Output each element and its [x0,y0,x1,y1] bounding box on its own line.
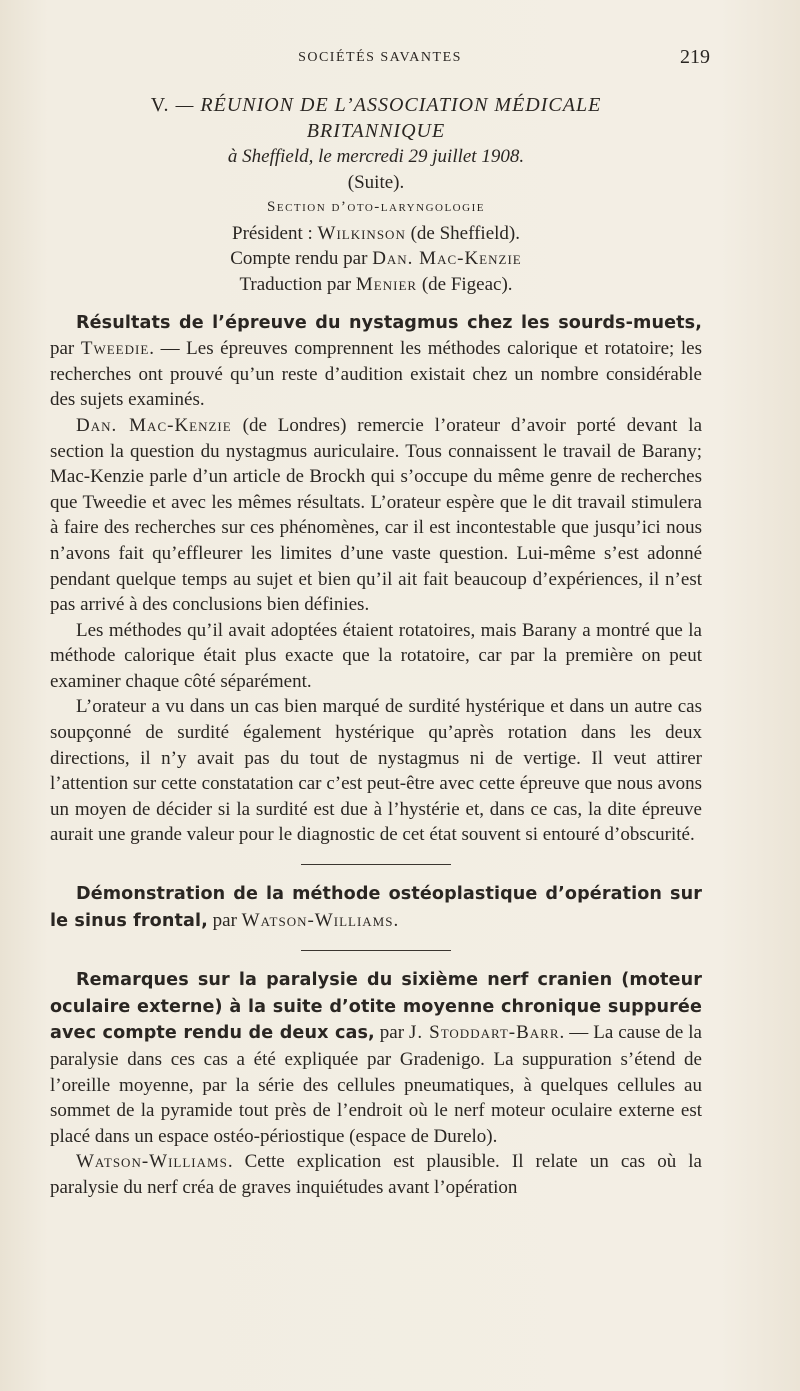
report-line [50,246,702,272]
report-label: Compte rendu par [230,248,373,270]
article1-p2-author: Dan. Mac-Kenzie [76,414,232,436]
article1-title: Résultats de l’épreuve du nystagmus chez les sourds-muets, [76,312,702,333]
article3-by: par [374,1022,410,1044]
suite-label: (Suite). [347,171,405,193]
article3-author: J. Stoddart-Barr [409,1022,560,1044]
article1-paragraph2 [50,413,702,618]
article3-paragraph1 [50,967,702,1149]
section-heading [50,92,702,118]
place-date: à Sheffield, le mercredi 29 juillet 1908. [227,146,525,167]
article2-title: Démonstration de la méthode ostéoplastique d’opération sur le sinus frontal, [50,884,702,931]
article2-by: par [207,909,242,931]
article3-p2-author: Watson-Williams [76,1151,228,1173]
translation-line [50,272,702,298]
translation-label: Traduction par [239,273,356,295]
article2-paragraph [50,881,702,934]
article1-body: . — Les épreuves comprennent les méthodes calorique et rotatoire; les recherches ont prouvé qu’un reste d’audition existait chez un nombre considérable des sujets examinés. [50,338,702,411]
president-name: Wilkinson [317,222,406,244]
president-place: (de Sheffield). [405,222,520,244]
report-name: Dan. Mac-Kenzie [372,248,522,270]
translation-place: (de Figeac). [417,273,513,295]
article3-title: Remarques sur la paralysie du sixième nerf cranien (moteur oculaire externe) à la suite d’otite moyenne chronique suppurée avec compte rendu de deux cas, [50,970,702,1044]
heading-line1: RÉUNION DE L’ASSOCIATION MÉDICALE [200,94,602,116]
article1-paragraph3: Les méthodes qu’il avait adoptées étaient rotatoires, mais Barany a montré que la méthode calorique était plus exacte que la rotatoire, car par la première on peut examiner chaque côté séparément. [50,619,702,692]
translation-name: Menier [355,273,418,295]
president-line [50,221,702,247]
heading-dash: — [175,94,195,116]
heading-line2: BRITANNIQUE [306,120,446,142]
separator-rule-1 [301,864,451,865]
spacer [50,298,702,310]
separator-rule-2 [301,950,451,951]
section-title: Section d’oto-laryngologie [267,199,485,216]
article1-author: Tweedie [80,338,150,360]
article1-by: par [50,338,81,360]
running-title: SOCIÉTÉS SAVANTES [298,50,462,65]
president-label: Président : [232,222,318,244]
heading-numeral: V. [150,94,170,116]
page-number: 219 [680,46,710,68]
article2-author: Watson-Williams [241,909,394,931]
article1-paragraph1 [50,310,702,413]
article2-end: . [393,909,399,931]
article3-p2-body: . Cette explication est plausible. Il relate un cas où la paralysie du nerf créa de graves inquiétudes avant l’opération [50,1151,702,1198]
article3-paragraph2 [50,1149,702,1200]
article1-p2-body: (de Londres) remercie l’orateur d’avoir porté devant la section la question du nystagmus auriculaire. Tous connaissent le travail de Barany; Mac-Kenzie parle d’un article de Brockh qui s’occupe du même genre de recherches que Tweedie et avec les mêmes résultats. L’orateur espère que le dit travail stimulera à faire des recherches sur ces phénomènes, car il est incontestable que jusqu’ici nous n’avons fait qu’effleurer les limites d’une vaste question. Lui-même s’est adonné pendant quelque temps au sujet et bien qu’il ait fait beaucoup d’expériences, il n’est pas arrivé à des conclusions bien définies. [50,414,702,616]
article3-body: . — La cause de la paralysie dans ces cas a été expliquée par Gradenigo. La suppuration s’étend de l’oreille moyenne, par la série des cellules pneumatiques, à quelques cellules au sommet de la pyramide tout près de l’endroit où le nerf moteur oculaire externe est placé dans un espace ostéo-périostique (espace de Durelo). [50,1022,702,1147]
body-text [50,92,702,1201]
article1-paragraph4: L’orateur a vu dans un cas bien marqué de surdité hystérique et dans un autre cas soupçonné de surdité également hystérique qu’après rotation dans les deux directions, il n’y avait pas du tout de nystagmus ni de vertige. Il veut attirer l’attention sur cette constatation car c’est peut-être avec cette épreuve que nous avons un moyen de décider si la surdité est due à l’hystérie et, dans ce cas, la dite épreuve aurait une grande valeur pour le diagnostic de cet état souvent si entouré d’obscurité. [50,696,702,846]
running-head [50,46,710,72]
